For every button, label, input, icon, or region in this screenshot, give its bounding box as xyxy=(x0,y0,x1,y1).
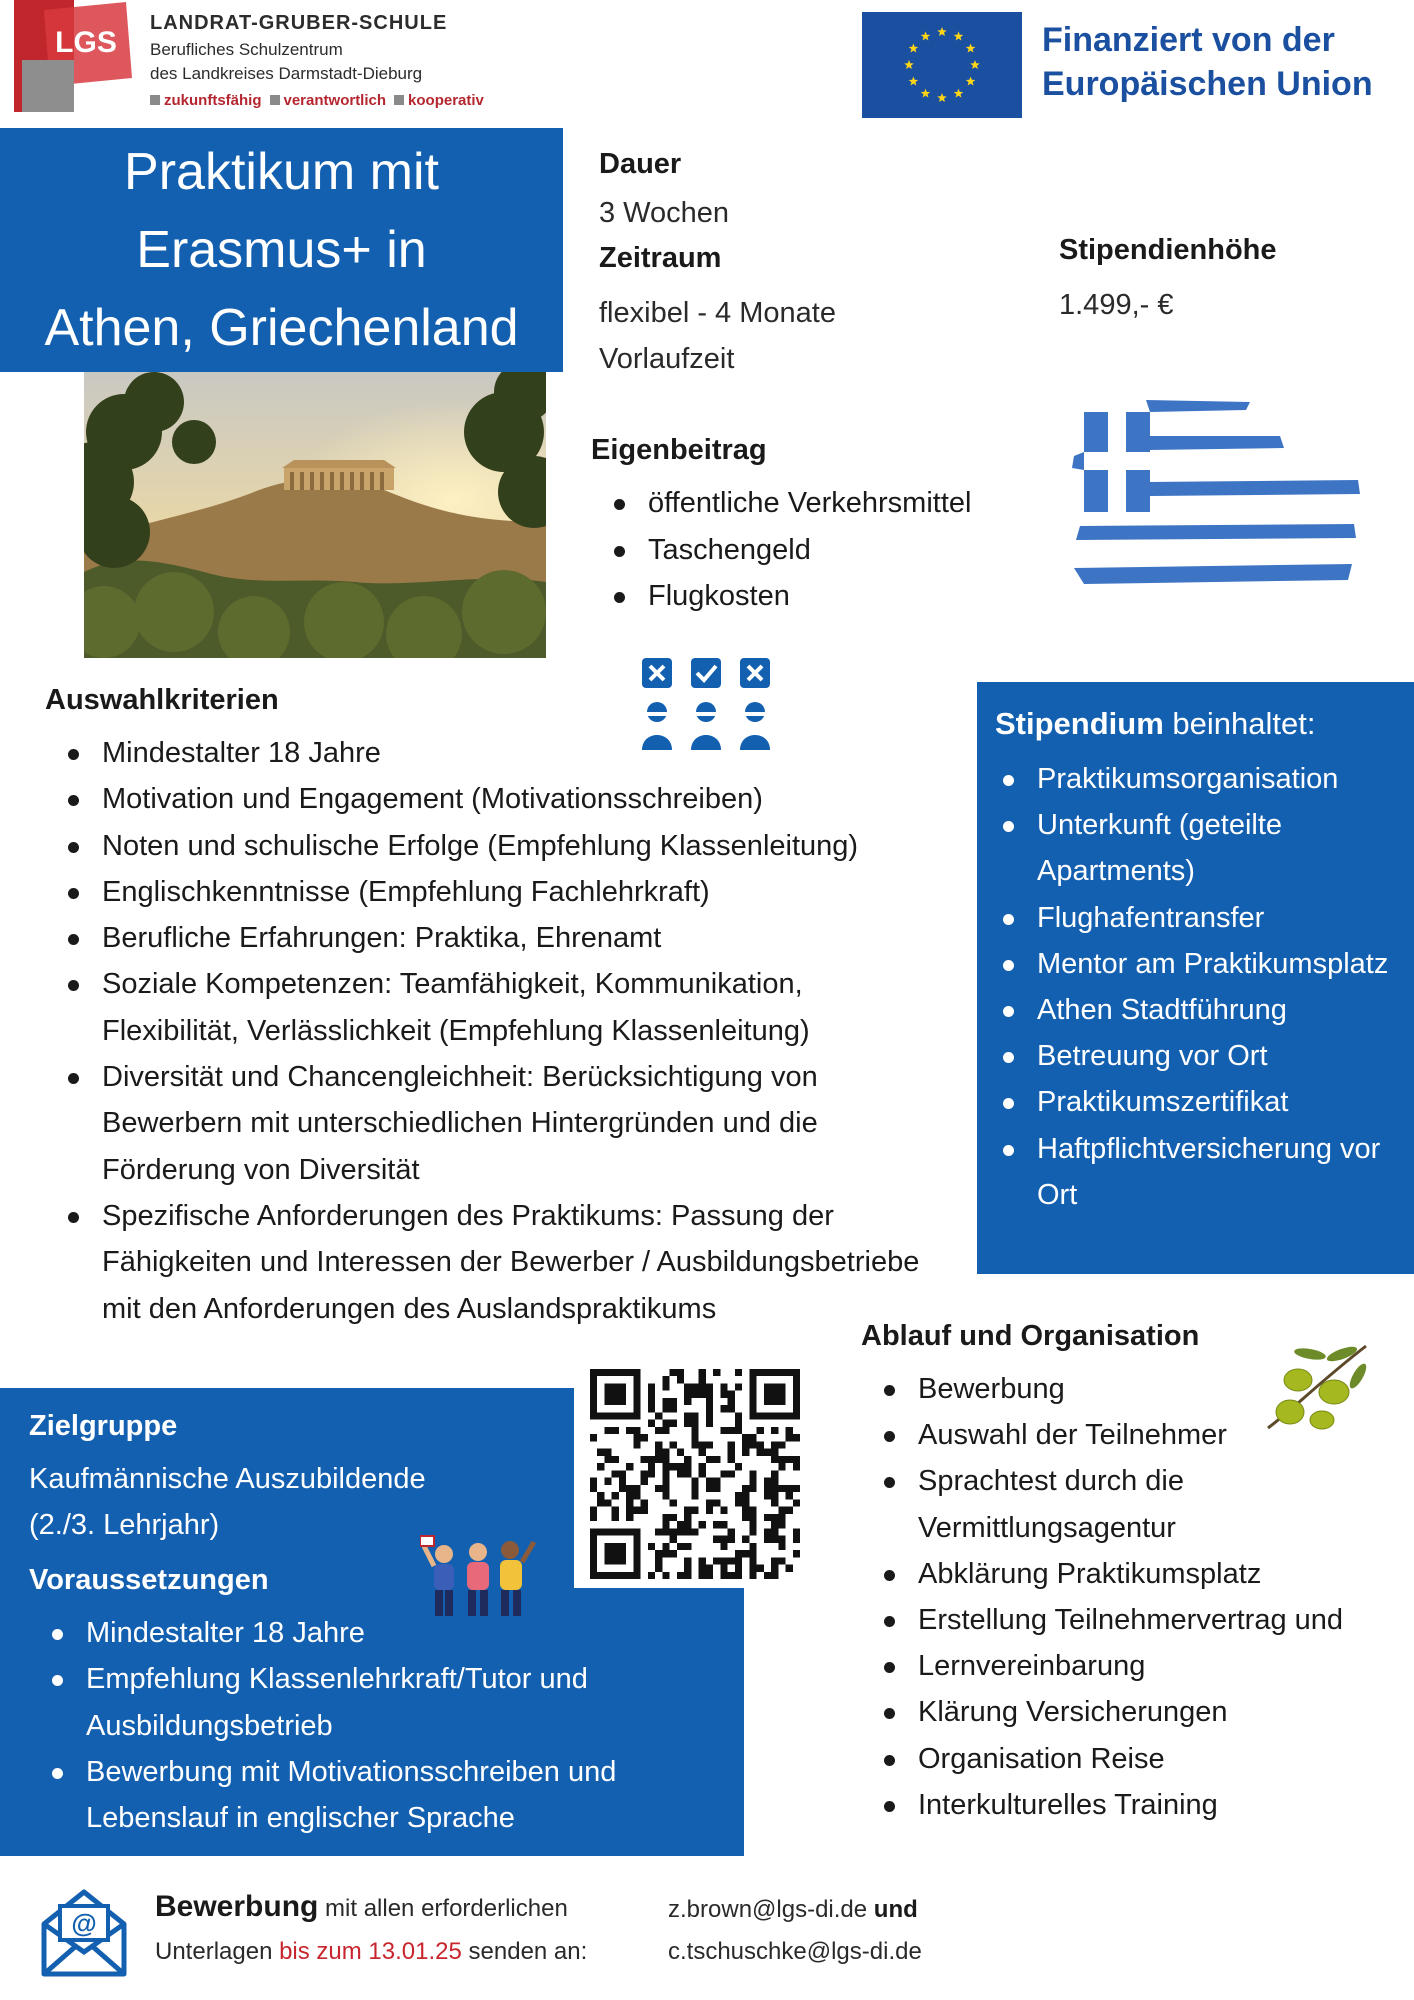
title-line: Praktikum mit xyxy=(124,143,439,201)
dauer-label: Dauer xyxy=(599,148,682,180)
school-tags xyxy=(150,92,484,109)
stipendium-heading: Stipendium beinhaltet: xyxy=(995,706,1316,741)
list-item: Erstellung Teilnehmervertrag und xyxy=(882,1597,1414,1643)
list-item: Sprachtest durch die Vermittlungsagentur xyxy=(882,1458,1414,1550)
list-item: Auswahl der Teilnehmer xyxy=(882,1412,1414,1458)
zeitraum-value-line: Vorlaufzeit xyxy=(599,343,735,375)
list-item: Spezifische Anforderungen des Praktikums: Passung der Fähigkeiten und Interessen der Bewerber / Ausbildungsbetriebe mit den Anforderungen des Auslandspraktikums xyxy=(66,1193,936,1332)
list-item: Bewerbung mit Motivationsschreiben und Lebenslauf in englischer Sprache xyxy=(50,1749,710,1842)
mail-icon xyxy=(38,1884,130,1980)
lgs-logo-mark xyxy=(14,0,136,112)
list-item: Motivation und Engagement (Motivationsschreiben) xyxy=(66,776,936,822)
list-item: Empfehlung Klassenlehrkraft/Tutor und Ausbildungsbetrieb xyxy=(50,1656,710,1749)
list-item: Mentor am Praktikumsplatz xyxy=(1001,941,1396,987)
deadline: bis zum 13.01.25 xyxy=(279,1938,462,1965)
people-icon xyxy=(420,1532,538,1618)
eu-text-line: Europäischen Union xyxy=(1042,65,1373,103)
eu-text-line: Finanziert von der xyxy=(1042,21,1335,59)
list-item: Haftpflichtversicherung vor Ort xyxy=(1001,1126,1396,1218)
stipendienhoehe-value: 1.499,- € xyxy=(1059,289,1174,321)
zeitraum-value xyxy=(599,290,899,382)
qr-code xyxy=(586,1362,804,1586)
tag: verantwortlich xyxy=(270,92,387,109)
list-item: Abklärung Praktikumsplatz xyxy=(882,1551,1414,1597)
list-item: öffentliche Verkehrsmittel xyxy=(612,480,971,527)
application-text: Bewerbung mit allen erforderlichen xyxy=(155,1890,568,1923)
tag: zukunftsfähig xyxy=(150,92,262,109)
zielgruppe-value-line: Kaufmännische Auszubildende xyxy=(29,1463,426,1495)
list-item: Soziale Kompetenzen: Teamfähigkeit, Kommunikation, Flexibilität, Verlässlichkeit (Empfehlung Klassenleitung) xyxy=(66,961,936,1054)
zielgruppe-label: Zielgruppe xyxy=(29,1410,178,1442)
list-item: Mindestalter 18 Jahre xyxy=(66,730,936,776)
list-item: Praktikumsorganisation xyxy=(1001,756,1396,802)
voraussetzungen-list xyxy=(50,1610,710,1841)
list-item: Organisation Reise xyxy=(882,1736,1414,1782)
stipendium-box xyxy=(977,682,1414,1274)
stipendium-list xyxy=(995,756,1396,1218)
title-line: Athen, Griechenland xyxy=(44,299,519,357)
list-item: Bewerbung xyxy=(882,1366,1414,1412)
list-item: Lernvereinbarung xyxy=(882,1643,1414,1689)
auswahlkriterien-list xyxy=(66,730,936,1332)
school-logo xyxy=(14,0,534,118)
school-name: LANDRAT-GRUBER-SCHULE xyxy=(150,12,448,34)
list-item: Flughafentransfer xyxy=(1001,895,1396,941)
list-item: Mindestalter 18 Jahre xyxy=(50,1610,710,1656)
ablauf-list xyxy=(882,1366,1414,1828)
list-item: Klärung Versicherungen xyxy=(882,1689,1414,1735)
acropolis-photo xyxy=(84,372,546,658)
school-subtitle: des Landkreises Darmstadt-Dieburg xyxy=(150,64,423,83)
greek-flag-icon xyxy=(1070,398,1362,598)
list-item: Diversität und Chancengleichheit: Berücksichtigung von Bewerbern mit unterschiedlichen Hintergründen und die Förderung von Diversität xyxy=(66,1054,936,1193)
tag: kooperativ xyxy=(394,92,484,109)
list-item: Betreuung vor Ort xyxy=(1001,1033,1396,1079)
list-item: Flugkosten xyxy=(612,573,971,620)
application-text: Unterlagen bis zum 13.01.25 senden an: xyxy=(155,1938,588,1965)
dauer-value: 3 Wochen xyxy=(599,197,730,229)
eu-flag-icon xyxy=(862,12,1022,118)
school-subtitle: Berufliches Schulzentrum xyxy=(150,40,343,59)
list-item: Unterkunft (geteilte Apartments) xyxy=(1001,802,1396,894)
list-item: Englischkenntnisse (Empfehlung Fachlehrkraft) xyxy=(66,869,936,915)
stipendienhoehe-label: Stipendienhöhe xyxy=(1059,234,1277,266)
email-link[interactable]: c.tschuschke@lgs-di.de xyxy=(668,1938,922,1965)
title-box xyxy=(0,128,563,372)
list-item: Interkulturelles Training xyxy=(882,1782,1414,1828)
svg-text:LGS: LGS xyxy=(55,26,117,59)
eigenbeitrag-label: Eigenbeitrag xyxy=(591,434,767,466)
auswahlkriterien-label: Auswahlkriterien xyxy=(45,684,279,716)
zeitraum-value-line: flexibel - 4 Monate xyxy=(599,297,836,329)
list-item: Noten und schulische Erfolge (Empfehlung Klassenleitung) xyxy=(66,823,936,869)
list-item: Praktikumszertifikat xyxy=(1001,1079,1396,1125)
ablauf-label: Ablauf und Organisation xyxy=(861,1320,1200,1352)
title-line: Erasmus+ in xyxy=(136,221,427,279)
svg-text:@: @ xyxy=(71,1908,97,1938)
zeitraum-label: Zeitraum xyxy=(599,242,722,274)
list-item: Berufliche Erfahrungen: Praktika, Ehrenamt xyxy=(66,915,936,961)
list-item: Athen Stadtführung xyxy=(1001,987,1396,1033)
eigenbeitrag-list xyxy=(612,480,971,620)
list-item: Taschengeld xyxy=(612,527,971,574)
email-link[interactable]: z.brown@lgs-di.de und xyxy=(668,1896,918,1923)
page-title xyxy=(44,133,518,367)
zielgruppe-value-line: (2./3. Lehrjahr) xyxy=(29,1509,220,1541)
eu-funding-text xyxy=(1042,18,1373,106)
voraussetzungen-label: Voraussetzungen xyxy=(29,1564,269,1596)
